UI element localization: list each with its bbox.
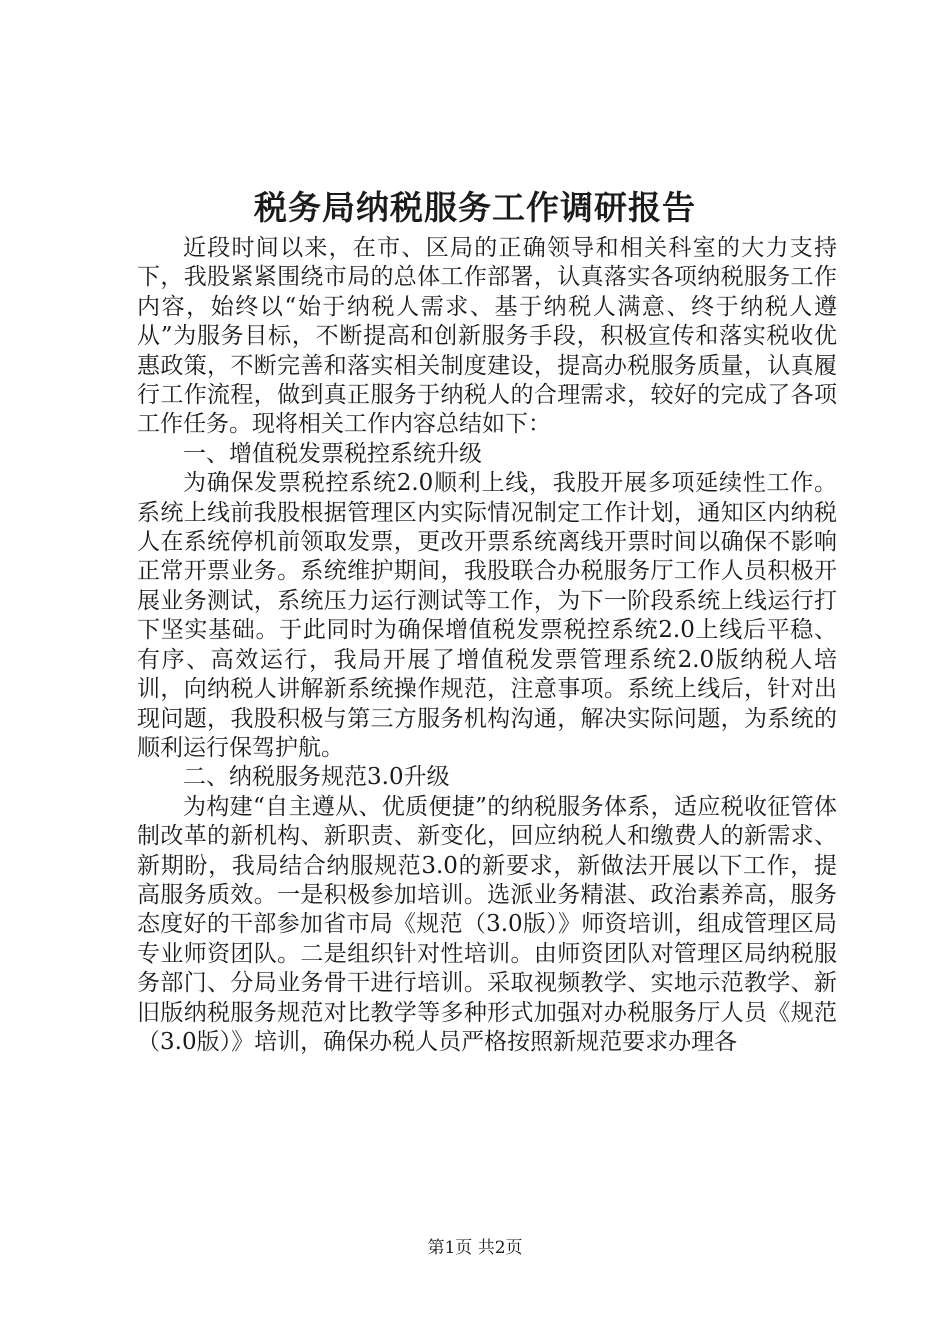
section-paragraph-2: 为构建“自主遵从、优质便捷”的纳税服务体系，适应税收征管体制改革的新机构、新职责、新变化，回应纳税人和缴费人的新需求、新期盼，我局结合纳服规范3.0的新要求，新做法开展以下工作，提高服务质效。一是积极参加培训。选派业务精湛、政治素养高，服务态度好的干部参加省市局《规范（3.0版）》师资培训，组成管理区局专业师资团队。二是组织针对性培训。由师资团队对管理区局纳税服务部门、分局业务骨干进行培训。采取视频教学、实地示范教学、新旧版纳税服务规范对比教学等多种形式加强对办税服务厅人员《规范（3.0版）》培训，确保办税人员严格按照新规范要求办理各	[137, 793, 837, 1055]
document-title: 税务局纳税服务工作调研报告	[254, 188, 696, 227]
page-footer: 第1页 共2页	[427, 1238, 523, 1258]
document-body	[137, 234, 837, 1057]
section-heading-2: 二、纳税服务规范3.0升级	[183, 764, 450, 791]
section-paragraph-1: 为确保发票税控系统2.0顺利上线，我股开展多项延续性工作。系统上线前我股根据管理区内实际情况制定工作计划，通知区内纳税人在系统停机前领取发票，更改开票系统离线开票时间以确保不影响正常开票业务。系统维护期间，我股联合办税服务厅工作人员积极开展业务测试，系统压力运行测试等工作，为下一阶段系统上线运行打下坚实基础。于此同时为确保增值税发票税控系统2.0上线后平稳、有序、高效运行，我局开展了增值税发票管理系统2.0版纳税人培训，向纳税人讲解新系统操作规范，注意事项。系统上线后，针对出现问题，我股积极与第三方服务机构沟通，解决实际问题，为系统的顺利运行保驾护航。	[137, 470, 837, 761]
section-heading-1: 一、增值税发票税控系统升级	[183, 440, 482, 467]
intro-paragraph: 近段时间以来，在市、区局的正确领导和相关科室的大力支持下，我股紧紧围绕市局的总体工作部署，认真落实各项纳税服务工作内容，始终以“始于纳税人需求、基于纳税人满意、终于纳税人遵从”为服务目标，不断提高和创新服务手段，积极宣传和落实税收优惠政策，不断完善和落实相关制度建设，提高办税服务质量，认真履行工作流程，做到真正服务于纳税人的合理需求，较好的完成了各项工作任务。现将相关工作内容总结如下：	[137, 235, 837, 438]
